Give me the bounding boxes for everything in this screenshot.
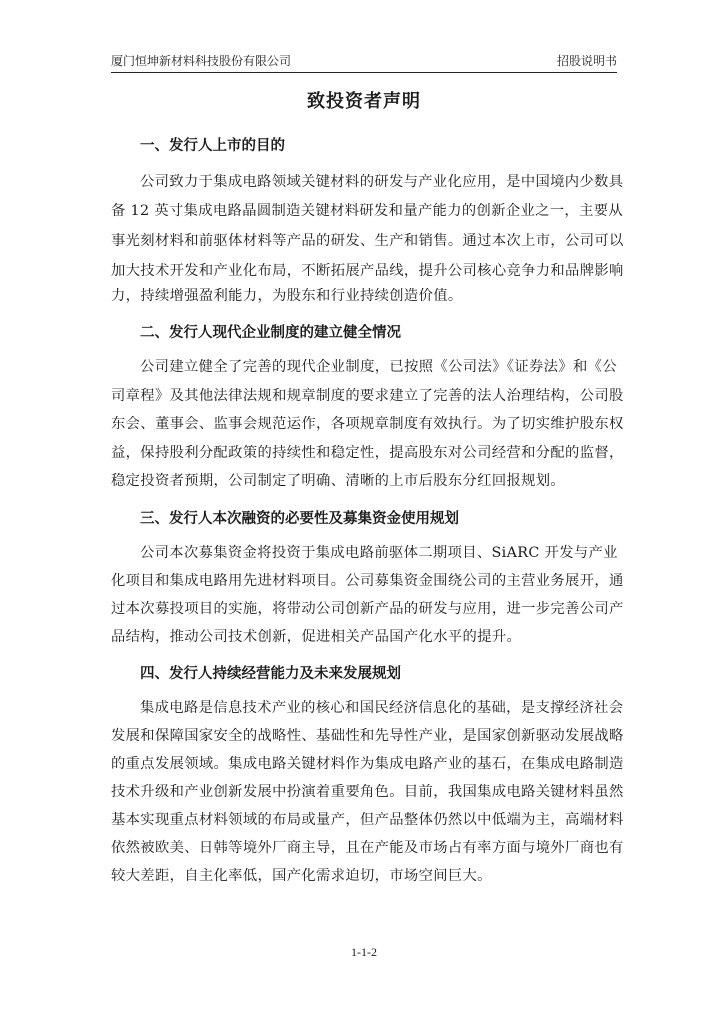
section-heading-3: 三、发行人本次融资的必要性及募集资金使用规划 [140,511,459,527]
page-title: 致投资者声明 [307,91,421,112]
section-heading-1: 一、发行人上市的目的 [140,138,285,154]
paragraph-line: 的重点发展领域。集成电路关键材料作为集成电路产业的基石，在集成电路制造 [111,756,624,772]
paragraph-line: 加大技术开发和产业化布局，不断拓展产品线，提升公司核心竞争力和品牌影响 [111,263,624,279]
paragraph-line: 过本次募投项目的实施，将带动公司创新产品的研发与应用，进一步完善公司产 [111,601,624,617]
paragraph-line: 事光刻材料和前驱体材料等产品的研发、生产和销售。通过本次上市，公司可以 [111,233,624,249]
page-number: 1-1-2 [351,945,377,959]
header-company-name: 厦门恒坤新材料科技股份有限公司 [111,54,292,68]
paragraph-line: 技术升级和产业创新发展中扮演着重要角色。目前，我国集成电路关键材料虽然 [111,784,624,800]
paragraph-line: 品结构，推动公司技术创新，促进相关产品国产化水平的提升。 [111,629,522,645]
paragraph-line: 东会、董事会、监事会规范运作，各项规章制度有效执行。为了切实维护股东权 [111,416,624,432]
paragraph-line: 司章程》及其他法律法规和规章制度的要求建立了完善的法人治理结构，公司股 [111,388,624,404]
paragraph-line: 益，保持股利分配政策的持续性和稳定性，提高股东对公司经营和分配的监督， [111,445,624,461]
paragraph-line: 公司本次募集资金将投资于集成电路前驱体二期项目、SiARC 开发与产业 [140,545,618,561]
section-heading-2: 二、发行人现代企业制度的建立健全情况 [140,325,401,341]
paragraph-line: 公司致力于集成电路领域关键材料的研发与产业化应用，是中国境内少数具 [140,174,624,190]
paragraph-line: 备 12 英寸集成电路晶圆制造关键材料研发和量产能力的创新企业之一，主要从 [111,203,624,219]
page-header [111,50,617,73]
paragraph-line: 依然被欧美、日韩等境外厂商主导，且在产能及市场占有率方面与境外厂商也有 [111,840,624,856]
paragraph-line: 集成电路是信息技术产业的核心和国民经济信息化的基础，是支撑经济社会 [140,700,624,716]
paragraph-line: 化项目和集成电路用先进材料项目。公司募集资金围绕公司的主营业务展开，通 [111,573,624,589]
paragraph-line: 发展和保障国家安全的战略性、基础性和先导性产业，是国家创新驱动发展战略 [111,728,624,744]
paragraph-line: 较大差距，自主化率低，国产化需求迫切，市场空间巨大。 [111,868,492,884]
header-document-type: 招股说明书 [556,54,617,68]
paragraph-line: 力，持续增强盈利能力，为股东和行业持续创造价值。 [111,288,463,304]
paragraph-line: 公司建立健全了完善的现代企业制度，已按照《公司法》《证券法》和《公 [140,359,617,375]
section-heading-4: 四、发行人持续经营能力及未来发展规划 [140,666,401,682]
paragraph-line: 稳定投资者预期，公司制定了明确、清晰的上市后股东分红回报规划。 [111,473,566,489]
paragraph-line: 基本实现重点材料领域的布局或量产，但产品整体仍然以中低端为主，高端材料 [111,812,624,828]
